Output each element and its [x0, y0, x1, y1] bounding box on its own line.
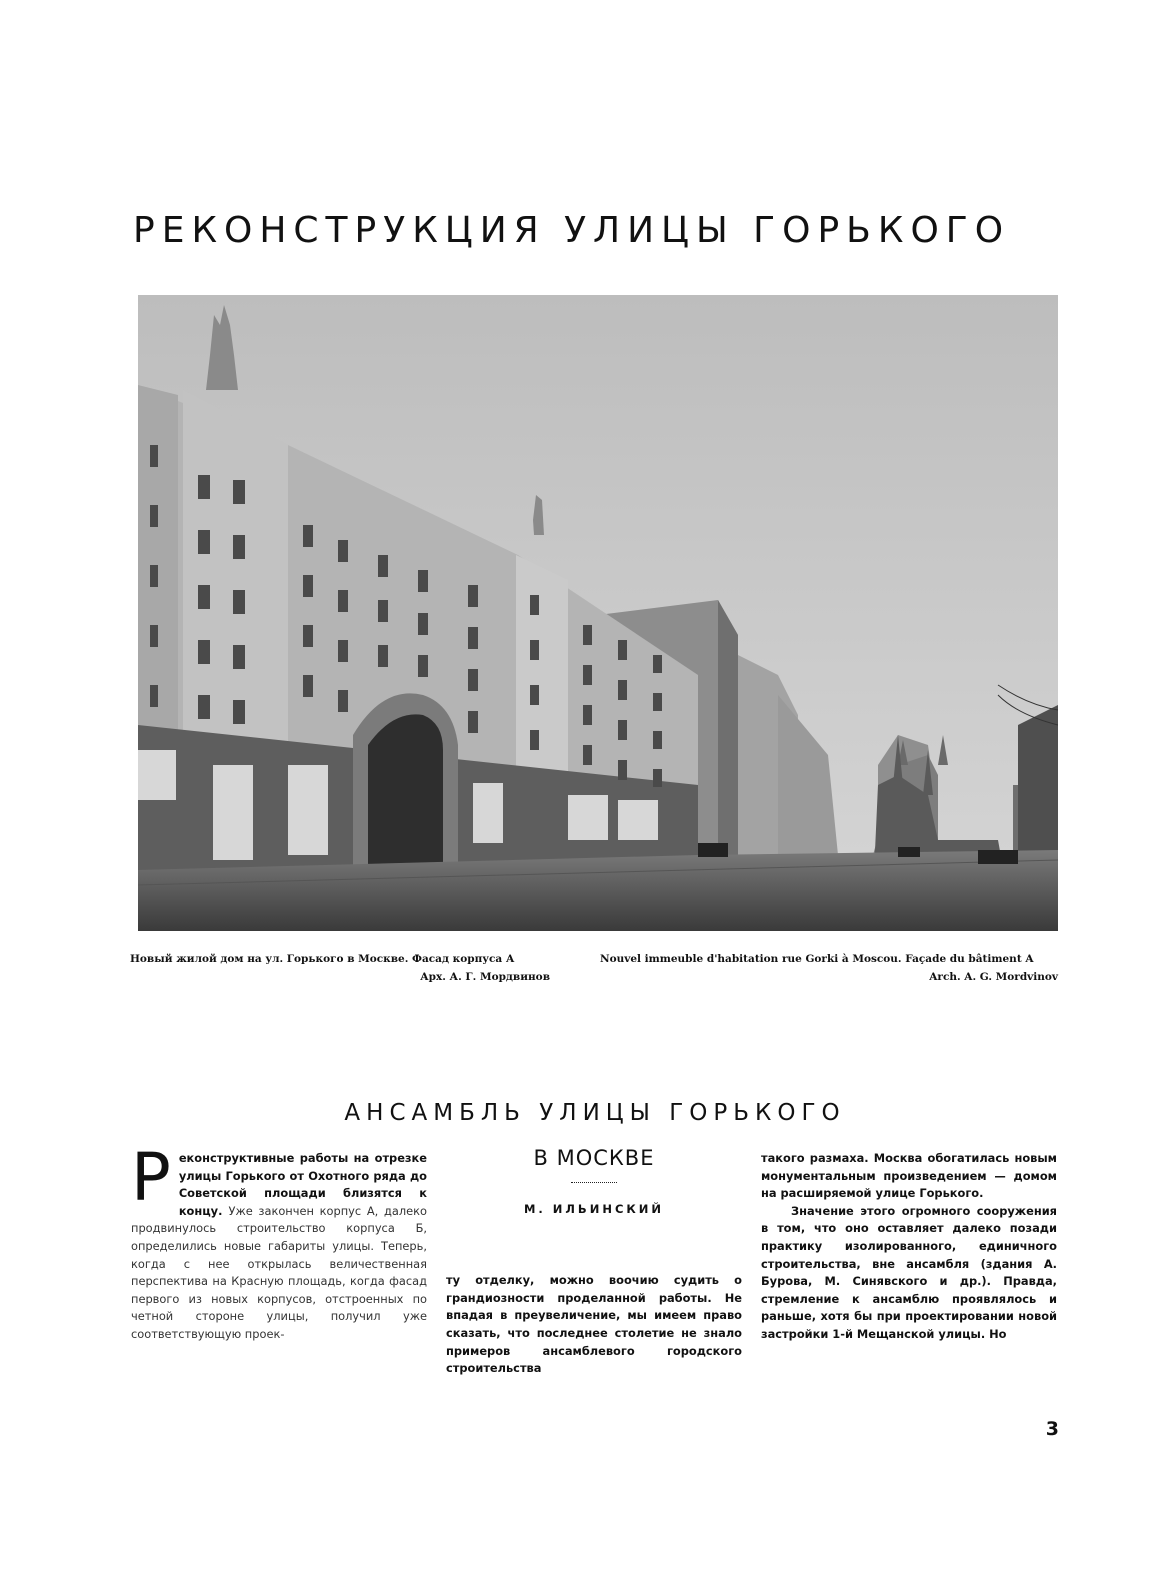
separator-dots: [571, 1182, 617, 1184]
page-number: 3: [1045, 1418, 1059, 1440]
subtitle-city: В МОСКВЕ: [533, 1146, 655, 1170]
caption-ru-architect: Арх. А. Г. Мордвинов: [420, 971, 550, 983]
caption-fr-architect: Arch. A. G. Mordvinov: [929, 971, 1058, 983]
article-subtitle: АНСАМБЛЬ УЛИЦЫ ГОРЬКОГО: [344, 1100, 846, 1126]
photo-caption-russian: [130, 950, 550, 986]
column-1-text-b: Уже закончен корпус А, далеко продвинулось строительство корпуса Б, определились новые габариты улицы. Теперь, когда с нее открылась величественная перспектива на Красную площадь, когда фасад первого из новых корпусов, отстроенных по четной стороне улицы, получил уже соответствующую проек-: [131, 1203, 427, 1341]
text-column-3: [761, 1150, 1057, 1344]
text-column-2: [446, 1146, 742, 1378]
article-title: РЕКОНСТРУКЦИЯ УЛИЦЫ ГОРЬКОГО: [133, 210, 1011, 251]
column-3-paragraph-1: такого размаха. Москва обогатилась новым монументальным произведением — домом на расширяемой улице Горького.: [761, 1151, 1057, 1201]
caption-fr-line1: Nouvel immeuble d'habitation rue Gorki à Moscou. Façade du bâtiment A: [600, 953, 1034, 965]
column-1-text-a: еконструктивные работы на отрезке улицы Горького от Охотного ряда до Советской площади близятся к концу.: [178, 1151, 427, 1218]
column-1-paragraph: [131, 1139, 427, 1344]
caption-ru-line1: Новый жилой дом на ул. Горького в Москве. Фасад корпуса А: [130, 953, 515, 965]
drop-cap-letter: Р: [131, 1139, 171, 1216]
author-name: М. ИЛЬИНСКИЙ: [523, 1201, 665, 1216]
photo-gorky-street-building: [138, 295, 1058, 931]
column-2-paragraph: ту отделку, можно воочию судить о грандиозности проделанной работы. Не впадая в преувеличение, мы имеем право сказать, что последнее столетие не знало примеров ансамблевого городского строительства: [446, 1273, 742, 1376]
photo-illustration: [138, 295, 1058, 931]
text-column-1: [131, 1139, 427, 1344]
photo-caption-french: [600, 950, 1058, 986]
column-3-paragraph-2: Значение этого огромного сооружения в том, что оно оставляет далеко позади практику изолированного, единичного строительства, вне ансамбля (здания А. Бурова, М. Синявского и др.). Правда, стремление к ансамблю проявлялось и раньше, хотя бы при проектировании новой застройки 1-й Мещанской улицы. Но: [761, 1203, 1057, 1341]
